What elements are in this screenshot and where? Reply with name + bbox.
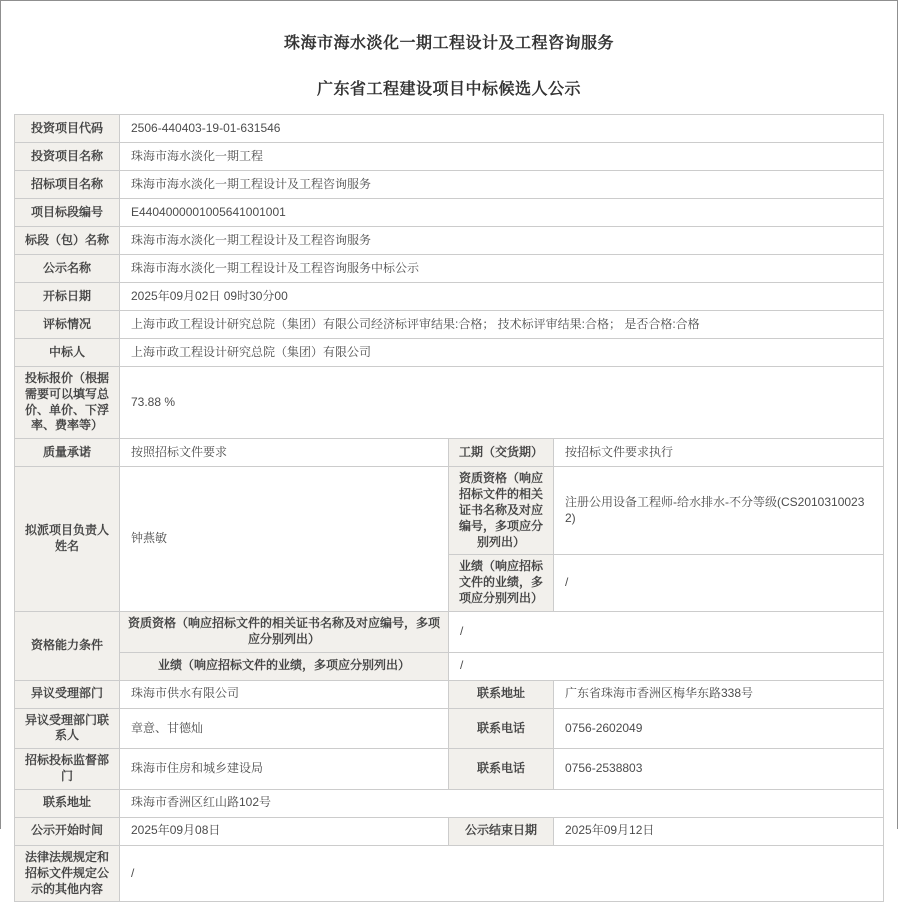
pm-qualification-value: 注册公用设备工程师-给水排水-不分等级(CS20103100232) (554, 467, 884, 555)
publicity-end-label: 公示结束日期 (449, 817, 554, 845)
publicity-start-label: 公示开始时间 (15, 817, 120, 845)
table-row (15, 749, 884, 790)
objection-contact-value: 章意、甘德灿 (120, 708, 449, 749)
objection-dept-value: 珠海市供水有限公司 (120, 680, 449, 708)
investment-code-label: 投资项目代码 (15, 115, 120, 143)
contact-address1-value: 广东省珠海市香洲区梅华东路338号 (554, 680, 884, 708)
evaluation-label: 评标情况 (15, 311, 120, 339)
project-manager-label: 拟派项目负责人姓名 (15, 467, 120, 612)
objection-dept-label: 异议受理部门 (15, 680, 120, 708)
contact-address2-label: 联系地址 (15, 789, 120, 817)
announcement-name-label: 公示名称 (15, 255, 120, 283)
table-row (15, 708, 884, 749)
section-code-value: E4404000001005641001001 (120, 199, 884, 227)
tender-name-label: 招标项目名称 (15, 171, 120, 199)
pm-qualification-label: 资质资格（响应招标文件的相关证书名称及对应编号，多项应分别列出） (449, 467, 554, 555)
publicity-start-value: 2025年09月08日 (120, 817, 449, 845)
investment-name-value: 珠海市海水淡化一期工程 (120, 143, 884, 171)
table-row (15, 652, 884, 680)
duration-value: 按招标文件要求执行 (554, 439, 884, 467)
bid-opening-date-label: 开标日期 (15, 283, 120, 311)
publicity-end-value: 2025年09月12日 (554, 817, 884, 845)
duration-label: 工期（交货期） (449, 439, 554, 467)
cap-performance-label: 业绩（响应招标文件的业绩，多项应分别列出） (120, 652, 449, 680)
table-row (15, 227, 884, 255)
objection-contact-label: 异议受理部门联系人 (15, 708, 120, 749)
table-row (15, 439, 884, 467)
table-row (15, 845, 884, 901)
table-row (15, 367, 884, 439)
announcement-name-value: 珠海市海水淡化一期工程设计及工程咨询服务中标公示 (120, 255, 884, 283)
capability-label: 资格能力条件 (15, 611, 120, 680)
page-title: 珠海市海水淡化一期工程设计及工程咨询服务 (283, 35, 614, 52)
pm-performance-label: 业绩（响应招标文件的业绩，多项应分别列出） (449, 555, 554, 611)
contact-phone1-value: 0756-2602049 (554, 708, 884, 749)
contact-phone1-label: 联系电话 (449, 708, 554, 749)
investment-name-label: 投资项目名称 (15, 143, 120, 171)
table-row (15, 143, 884, 171)
section-name-value: 珠海市海水淡化一期工程设计及工程咨询服务 (120, 227, 884, 255)
tender-name-value: 珠海市海水淡化一期工程设计及工程咨询服务 (120, 171, 884, 199)
table-row (15, 283, 884, 311)
evaluation-value: 上海市政工程设计研究总院（集团）有限公司经济标评审结果:合格； 技术标评审结果:合格； 是否合格:合格 (120, 311, 884, 339)
section-name-label: 标段（包）名称 (15, 227, 120, 255)
cap-qualification-value: / (449, 611, 884, 652)
table-row (15, 255, 884, 283)
pm-performance-value: / (554, 555, 884, 611)
table-row (15, 311, 884, 339)
winner-value: 上海市政工程设计研究总院（集团）有限公司 (120, 339, 884, 367)
contact-address2-value: 珠海市香洲区红山路102号 (120, 789, 884, 817)
project-manager-value: 钟燕敏 (120, 467, 449, 612)
contact-phone2-label: 联系电话 (449, 749, 554, 790)
bid-opening-date-value: 2025年09月02日 09时30分00 (120, 283, 884, 311)
quality-label: 质量承诺 (15, 439, 120, 467)
contact-phone2-value: 0756-2538803 (554, 749, 884, 790)
announcement-table (14, 114, 884, 902)
supervision-dept-label: 招标投标监督部门 (15, 749, 120, 790)
other-content-label: 法律法规规定和招标文件规定公示的其他内容 (15, 845, 120, 901)
table-row (15, 171, 884, 199)
table-row (15, 467, 884, 555)
other-content-value: / (120, 845, 884, 901)
investment-code-value: 2506-440403-19-01-631546 (120, 115, 884, 143)
contact-address1-label: 联系地址 (449, 680, 554, 708)
supervision-dept-value: 珠海市住房和城乡建设局 (120, 749, 449, 790)
cap-qualification-label: 资质资格（响应招标文件的相关证书名称及对应编号，多项应分别列出） (120, 611, 449, 652)
quality-value: 按照招标文件要求 (120, 439, 449, 467)
bid-price-value: 73.88 % (120, 367, 884, 439)
table-row (15, 611, 884, 652)
page-subtitle: 广东省工程建设项目中标候选人公示 (316, 81, 581, 98)
section-code-label: 项目标段编号 (15, 199, 120, 227)
bid-price-label: 投标报价（根据需要可以填写总价、单价、下浮率、费率等） (15, 367, 120, 439)
table-row (15, 115, 884, 143)
table-row (15, 680, 884, 708)
table-row (15, 339, 884, 367)
table-row (15, 817, 884, 845)
table-row (15, 199, 884, 227)
title-block (1, 1, 897, 99)
cap-performance-value: / (449, 652, 884, 680)
winner-label: 中标人 (15, 339, 120, 367)
table-row (15, 789, 884, 817)
